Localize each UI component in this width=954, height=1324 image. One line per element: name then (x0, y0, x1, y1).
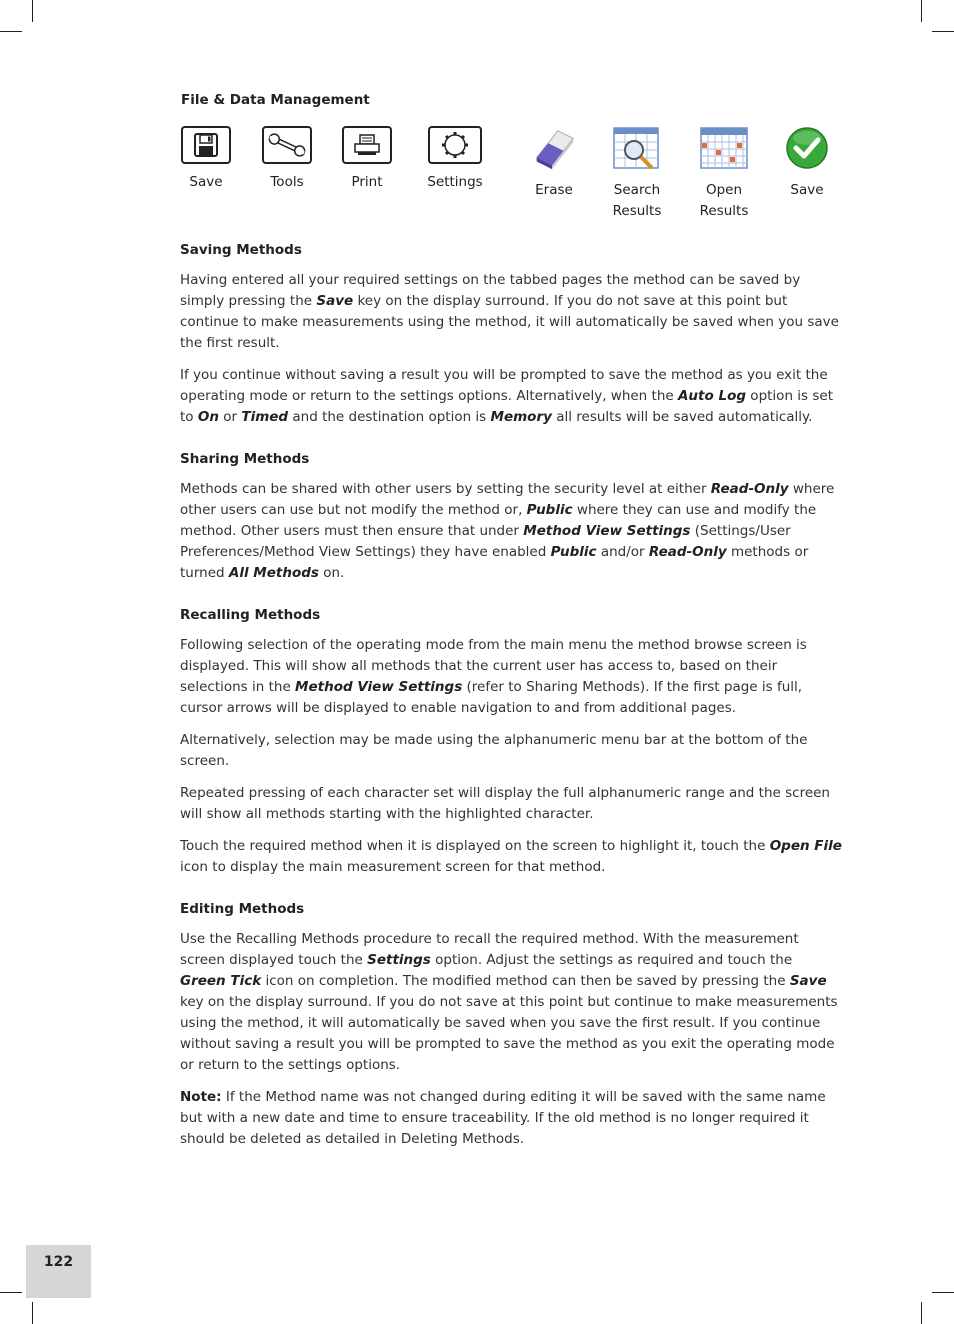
page-number-box (26, 1245, 91, 1298)
saving-paragraph-1: Having entered all your required settings on the tabbed pages the method can be saved by simply pressing the Save key on the display surround. If you do not save at this point but continue to make measurements using the method, it will automatically be saved when you save the first result. (180, 272, 839, 351)
crop-mark (932, 31, 954, 32)
settings-button[interactable] (416, 126, 494, 193)
editing-methods-heading: Editing Methods (180, 901, 305, 917)
recalling-paragraph-1: Following selection of the operating mode from the main menu the method browse screen is displayed. This will show all methods that the current user has access to, based on their selections in the Method View Settings (refer to Sharing Methods). If the first page is full, cursor arrows will be displayed to enable navigation to and from additional pages. (180, 637, 807, 716)
page-number: 122 (43, 1254, 74, 1270)
printer-icon (342, 126, 392, 164)
editing-note: Note: If the Method name was not changed during editing it will be saved with the same name but with a new date and time to ensure traceability. If the old method is no longer required it should be deleted as detailed in Deleting Methods. (180, 1089, 826, 1147)
crop-mark (32, 0, 33, 22)
icon-label: Open Results (699, 182, 749, 219)
crop-mark (0, 31, 22, 32)
green-tick-button[interactable] (774, 126, 840, 201)
saving-methods-heading: Saving Methods (180, 242, 302, 258)
icon-label: Erase (535, 182, 573, 198)
crop-mark (0, 1292, 22, 1293)
icon-label: Settings (427, 174, 483, 190)
sharing-methods-heading: Sharing Methods (180, 451, 310, 467)
erase-button[interactable] (520, 126, 588, 201)
open-results-button[interactable] (686, 126, 762, 222)
icon-label: Save (189, 174, 223, 190)
recalling-paragraph-2: Alternatively, selection may be made using the alphanumeric menu bar at the bottom of the screen. (180, 732, 808, 769)
tools-button[interactable] (253, 126, 321, 193)
icon-label: Tools (270, 174, 304, 190)
sharing-paragraph-1: Methods can be shared with other users by setting the security level at either Read-Only where other users can use but not modify the method or, Public where they can use and modify the method. Other users must then ensure that under Method View Settings (Settings/User Preferences/Method View Settings) they have enabled Public and/or Read-Only methods or turned All Methods on. (180, 481, 835, 581)
crop-mark (921, 1302, 922, 1324)
section-header: File & Data Management (181, 92, 370, 108)
calendar-icon (699, 126, 749, 172)
eraser-icon (529, 126, 579, 172)
page-content (180, 240, 842, 1161)
green-tick-icon (782, 126, 832, 172)
gear-icon (428, 126, 482, 164)
wrench-icon (262, 126, 312, 164)
crop-mark (921, 0, 922, 22)
crop-mark (32, 1302, 33, 1324)
search-results-icon (612, 126, 662, 172)
search-results-button[interactable] (598, 126, 676, 222)
recalling-paragraph-4: Touch the required method when it is displayed on the screen to highlight it, touch the Open File icon to display the main measurement screen for that method. (180, 838, 842, 875)
icon-toolbar (0, 126, 954, 226)
save-button[interactable] (172, 126, 240, 193)
recalling-methods-heading: Recalling Methods (180, 607, 321, 623)
recalling-paragraph-3: Repeated pressing of each character set will display the full alphanumeric range and the screen will show all methods starting with the highlighted character. (180, 785, 830, 822)
save-disk-icon (181, 126, 231, 164)
print-button[interactable] (333, 126, 401, 193)
icon-label: Search Results (612, 182, 662, 219)
editing-paragraph-1: Use the Recalling Methods procedure to recall the required method. With the measurement screen displayed touch the Settings option. Adjust the settings as required and touch the Green Tick icon on completion. The modified method can then be saved by pressing the Save key on the display surround. If you do not save at this point but continue to make measurements using the method, it will automatically be saved when you save the first result. If you continue without saving a result you will be prompted to save the method as you exit the operating mode or return to the settings options. (180, 931, 838, 1073)
crop-mark (932, 1292, 954, 1293)
icon-label: Save (790, 182, 824, 198)
icon-label: Print (351, 174, 383, 190)
saving-paragraph-2: If you continue without saving a result you will be prompted to save the method as you exit the operating mode or return to the settings options. Alternatively, when the Auto Log option is set to On or Timed and the destination option is Memory all results will be saved automatically. (180, 367, 833, 425)
